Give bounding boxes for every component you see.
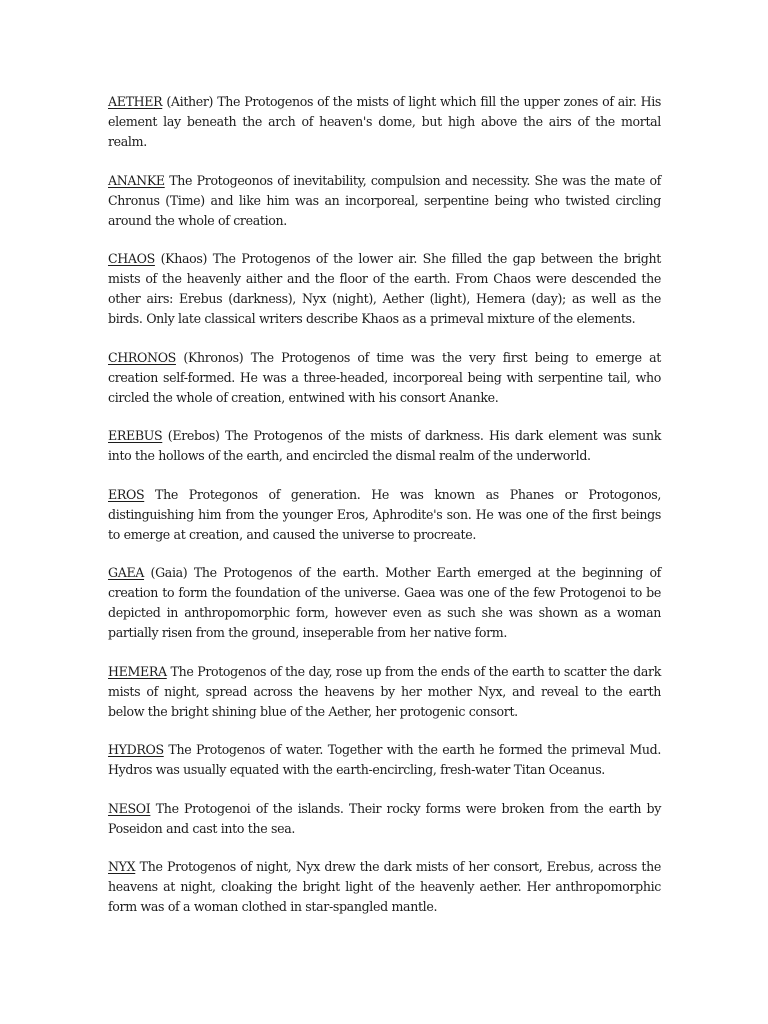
- entry-term: HYDROS: [108, 742, 164, 757]
- entry-text: (Aither) The Protogenos of the mists of light which fill the upper zones of air. His element lay beneath the arch of heaven's dome, but high above the airs of the mortal realm.: [108, 94, 661, 149]
- entry-text: (Khronos) The Protogenos of time was the very first being to emerge at creation self-formed. He was a three-headed, incorporeal being with serpentine tail, who circled the whole of creation, entwined with his consort Ananke.: [108, 349, 661, 405]
- entry-term: NYX: [108, 859, 136, 874]
- entry-term: EROS: [108, 486, 145, 502]
- entry-text: The Protogenos of the day, rose up from the ends of the earth to scatter the dark mists of night, spread across the heavens by her mother Nyx, and reveal to the earth below the bright shining blue of the Aether, her protogenic consort.: [108, 663, 661, 719]
- entry-term: EREBUS: [108, 428, 163, 443]
- entry-text: The Protegonos of generation. He was known as Phanes or Protogonos, distinguishing him from the younger Eros, Aphrodite's son. He was one of the first beings to emerge at creation, and caused the universe to procreate.: [108, 486, 661, 542]
- entry-term: AETHER: [108, 94, 163, 109]
- entry-erebus: [108, 426, 661, 466]
- entry-text: (Khaos) The Protogenos of the lower air. She filled the gap between the bright mists of the heavenly aither and the floor of the earth. From Chaos were descended the other airs: Erebus (darkness), Nyx (night), Aether (light), Hemera (day); as well as the birds. Only late classical writers describe Khaos as a primeval mixture of the elements.: [108, 251, 661, 326]
- entry-hydros: [108, 740, 661, 780]
- entry-eros: [108, 485, 661, 545]
- entry-term: GAEA: [108, 565, 145, 580]
- entry-text: The Protogeonos of inevitability, compulsion and necessity. She was the mate of Chronus (Time) and like him was an incorporeal, serpentine being who twisted circling around the whole of creation.: [108, 172, 661, 228]
- entry-ananke: [108, 171, 661, 231]
- entry-nyx: [108, 857, 661, 917]
- entry-term: CHRONOS: [108, 349, 176, 365]
- entry-chronos: [108, 348, 661, 408]
- entry-term: ANANKE: [108, 172, 165, 188]
- entry-term: NESOI: [108, 800, 151, 816]
- entry-term: CHAOS: [108, 251, 155, 266]
- entry-text: The Protogenos of water. Together with the earth he formed the primeval Mud. Hydros was usually equated with the earth-encircling, fresh-water Titan Oceanus.: [108, 742, 661, 777]
- entry-hemera: [108, 662, 661, 722]
- entry-text: (Gaia) The Protogenos of the earth. Mother Earth emerged at the beginning of creation to form the foundation of the universe. Gaea was one of the few Protogenoi to be depicted in anthropomorphic form, however even as such she was shown as a woman partially risen from the ground, inseperable from her native form.: [108, 565, 661, 640]
- entry-gaea: [108, 563, 661, 643]
- entry-text: The Protogenos of night, Nyx drew the dark mists of her consort, Erebus, across the heavens at night, cloaking the bright light of the heavenly aether. Her anthropomorphic form was of a woman clothed in star-spangled mantle.: [108, 859, 661, 914]
- entry-text: The Protogenoi of the islands. Their rocky forms were broken from the earth by Poseidon and cast into the sea.: [108, 800, 661, 836]
- document-page: [108, 92, 661, 936]
- entry-aether: [108, 92, 661, 152]
- entry-text: (Erebos) The Protogenos of the mists of darkness. His dark element was sunk into the hollows of the earth, and encircled the dismal realm of the underworld.: [108, 428, 661, 463]
- entry-nesoi: [108, 799, 661, 839]
- entry-term: HEMERA: [108, 663, 167, 679]
- entry-chaos: [108, 249, 661, 329]
